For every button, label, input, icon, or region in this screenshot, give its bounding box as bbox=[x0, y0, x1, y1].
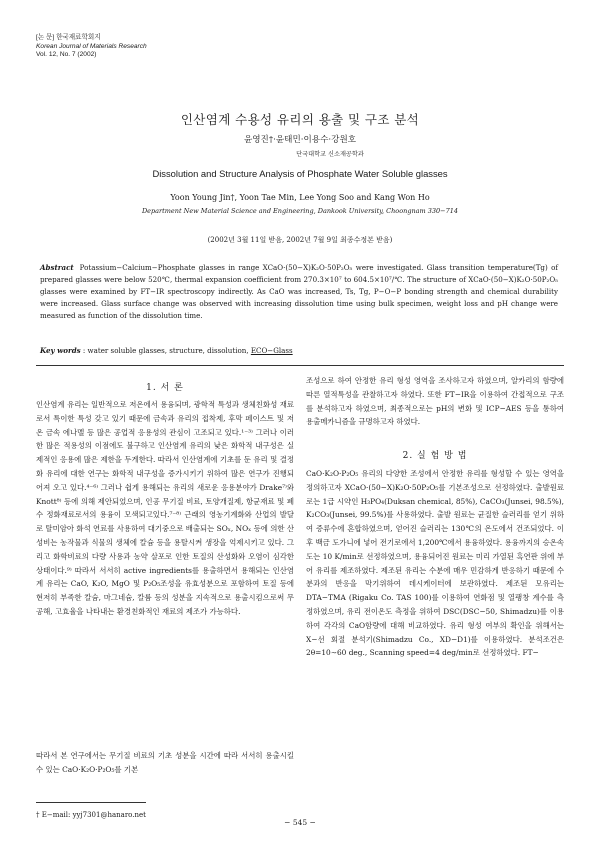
keywords-label: Key words bbox=[40, 346, 81, 355]
journal-name-en: Korean Journal of Materials Research bbox=[36, 42, 147, 50]
footnote-email: † E−mail: yyj7301@hanaro.net bbox=[36, 811, 146, 819]
section-2-heading: 2. 실 험 방 법 bbox=[402, 451, 468, 461]
journal-volume: Vol. 12, No. 7 (2002) bbox=[36, 51, 97, 59]
section-1-paragraph-3: 조성으로 하여 안정한 유리 형성 영역을 조사하고자 하였으며, 알카리의 함량에 따른 열적특성을 관찰하고자 하였다. 또한 FT−IR을 이용하여 간접적으로 구조를 분석하고자 하였으며, 최종적으로는 pH의 변화 및 ICP−AES 등을 통하여 용출메카니즘을 규명하고자 하였다. bbox=[306, 376, 564, 427]
affiliation-ko: 단국대학교 신소재공학과 bbox=[296, 151, 364, 158]
abstract bbox=[40, 262, 558, 322]
section-1-paragraph-2: 따라서 본 연구에서는 무기질 비료의 기초 성분을 시간에 따라 서서히 용출시킬 수 있는 CaO·K₂O·P₂O₅를 기본 bbox=[36, 751, 294, 774]
keywords-last: ECO−Glass bbox=[250, 346, 293, 355]
section-1-heading: 1. 서 론 bbox=[146, 383, 184, 393]
paper-title-ko: 인산염계 수용성 유리의 용출 및 구조 분석 bbox=[180, 112, 420, 127]
section-2-paragraph-1: CaO·K₂O·P₂O₅ 유리의 다양한 조성에서 안정한 유리를 형성할 수 있는 영역을 정의하고자 XCaO·(50−X)K₂O·50P₂O₅를 기본조성으로 선정하였다. 출발원료로는 1급 시약인 H₃PO₄(Duksan chemical, 85%), CaCO₃(Junsei, 98.5%), K₂CO₃(Junsei, 99.5%)를 사용하였다. 출발 원료는 균질한 슬러리를 얻기 위하여 증류수에 혼합하였으며, 얻어진 슬러리는 130℃의 온도에서 건조되었다. 이 후 백금 도가니에 넣어 전기로에서 1,200℃에서 용융하였다. 용융까지의 승온속도는 10 K/min로 선정하였으며, 용융되어진 원료는 미리 가열된 흑연판 위에 부어 유리를 제조하였다. 제조된 유리는 수분에 매우 민감하게 반응하기 때문에 수분과의 반응을 막기위하여 데시케이터에 보관하였다. 제조된 모유리는 DTA−TMA (Rigaku Co. TAS 100)를 이용하여 연화점 및 열팽창 계수를 측정하였으며, 유리 전이온도 측정을 위하여 DSC(DSC−50, Shimadzu)를 이용하여 각각의 CaO함량에 대해 비교하였다. 유리 형성 여부의 확인을 위해서는 X−선 회절 분석기(Shimadzu Co., XD−D1)를 이용하였다. 분석조건은 2θ=10∼60 deg., Scanning speed=4 deg/min로 선정하였다. FT− bbox=[306, 469, 564, 658]
section-1-paragraph-1: 인산염계 유리는 일반적으로 저온에서 용융되며, 광학적 특성과 생체친화성 재료로서 특이한 특성 갖고 있기 때문에 금속과 유리의 접착제, 후막 페이스트 및 저온 금속 에나멜 등 많은 공업적 응용성의 관심이 고조되고 있다.¹⁻³⁾ 그러나 이러한 많은 적용성의 이점에도 불구하고 인산염계 유리의 낮은 화학적 내구성은 실제적인 응용에 많은 제한을 두게한다. 따라서 인산염계에 기초를 둔 유리 및 결정화 유리에 대한 연구는 화학적 내구성을 증가시키기 위하여 많은 연구가 진행되어져 오고 있다.⁴⁻⁶⁾ 그러나 쉽게 용해되는 유리의 새로운 응용분야가 Drake⁷⁾와 Knott⁸⁾ 등에 의해 제안되었으며, 인공 무기질 비료, 토양개질제, 항균재료 및 폐수 정화재료로서의 용융이 모색되고있다.⁷⁻⁸⁾ 근래의 영농기계화와 산업의 발달로 탈미암아 화석 연료를 사용하여 대기중으로 배출되는 SOₓ, NOₓ 등에 의한 산성비는 농작물과 식물의 생체에 칼슘 등을 용탈시켜 생장을 억제시키고 있다. 그리고 화학비료의 다량 사용과 농약 살포로 인한 토질의 산성화와 오염이 심각한 상태이다.⁹⁾ 따라서 서서히 active ingredients를 용출하면서 용해되는 인산염계 유리는 CaO, K₂O, MgO 및 P₂O₅조성을 유효성분으로 포함하여 토질 등에 현저히 부족한 칼슘, 마그네슘, 칼륨 등의 성분을 지속적으로 용출시킴으로써 무공해, 고효율을 나타내는 환경친화적인 재료의 제조가 가능하다. bbox=[36, 400, 295, 616]
divider bbox=[36, 365, 564, 366]
keywords-text: : water soluble glasses, structure, dissolution, bbox=[80, 346, 251, 355]
paper-title-en: Dissolution and Structure Analysis of Phosphate Water Soluble glasses bbox=[152, 168, 448, 179]
footnote-divider bbox=[36, 802, 146, 803]
affiliation-en: Department New Material Science and Engineering, Dankook University, Choongnam 330−714 bbox=[141, 207, 459, 215]
authors-ko: 윤영진†·윤태민·이용수·강원호 bbox=[243, 135, 357, 145]
journal-header bbox=[36, 34, 147, 60]
abstract-text: Potassium−Calcium−Phosphate glasses in range XCaO·(50−X)K₂O·50P₂O₅ were investigated. Glass transition temperature(Tg) of prepared glasses were below 520℃, thermal expansion coefficient from 270.3×10⁷ to 604.5×10⁷/℃. The structure of XCaO·(50−X)K₂O·50P₂O₅ glasses were examined by FT−IR spectroscopy indirectly. As CaO was increased, Ts, Tg, P−O−P bonding strength and chemical durability were increased. Glass surface change was observed with increasing dissolution time using bulk specimen, weight loss and pH change were measured as function of the dissolution time. bbox=[40, 263, 558, 320]
keywords bbox=[40, 346, 558, 355]
received-dates: (2002년 3월 11일 받음, 2002년 7월 9일 최종수정본 받음) bbox=[207, 236, 393, 244]
abstract-label: Abstract bbox=[40, 263, 74, 272]
page-number: − 545 − bbox=[284, 818, 316, 827]
authors-en: Yoon Young Jin†, Yoon Tae Min, Lee Yong Soo and Kang Won Ho bbox=[170, 193, 430, 202]
journal-type-label: [논 문] 한국재료학회지 bbox=[36, 34, 101, 41]
